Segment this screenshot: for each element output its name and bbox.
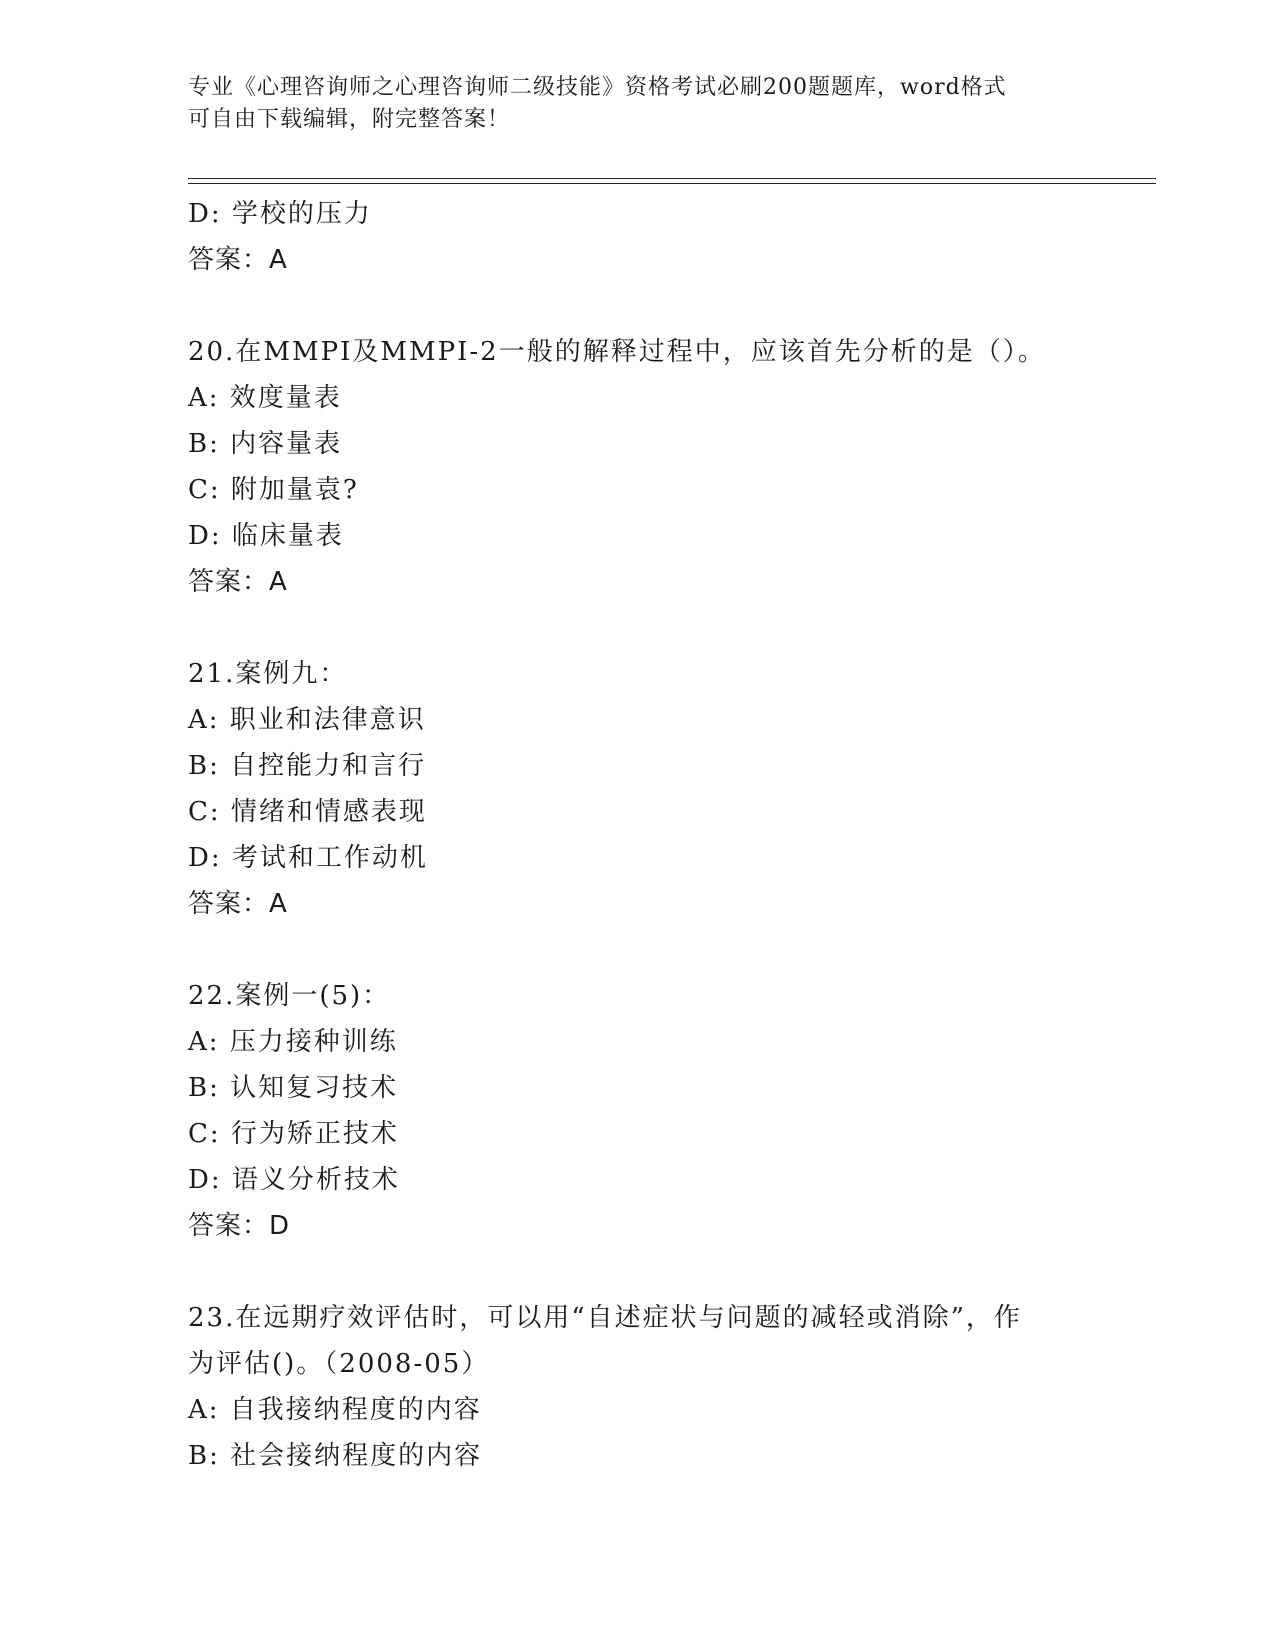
question-stem: 22.案例一(5)： [188,981,391,1011]
answer: 答案：A [188,889,288,919]
answer: 答案：A [188,567,288,597]
spacer [188,1249,1088,1295]
question-list [188,191,1088,1479]
spacer [188,927,1088,973]
spacer [188,605,1088,651]
prev-option-d: D: 学校的压力 [188,199,372,229]
question-stem: 21.案例九： [188,659,348,689]
option-b: B: 自控能力和言行 [188,751,427,781]
question-stem-line-1: 23.在远期疗效评估时，可以用“自述症状与问题的减轻或消除”，作 [188,1303,1022,1333]
question-20 [188,329,1088,605]
option-d: D: 临床量表 [188,521,344,551]
answer: 答案：D [188,1211,291,1241]
option-a: A: 自我接纳程度的内容 [188,1395,482,1425]
option-d: D: 考试和工作动机 [188,843,428,873]
document-header [188,72,1068,136]
question-stem-line-2: 为评估()。（2008-05） [188,1349,490,1379]
header-divider-bottom [188,183,1156,184]
question-22 [188,973,1088,1249]
header-line-2: 可自由下载编辑，附完整答案！ [188,107,511,132]
question-23 [188,1295,1088,1479]
question-stem: 20.在MMPI及MMPI-2一般的解释过程中，应该首先分析的是（）。 [188,337,1046,367]
option-b: B: 社会接纳程度的内容 [188,1441,483,1471]
option-c: C: 附加量袁? [188,475,359,505]
option-c: C: 行为矫正技术 [188,1119,399,1149]
option-c: C: 情绪和情感表现 [188,797,427,827]
option-a: A: 压力接种训练 [188,1027,398,1057]
option-b: B: 认知复习技术 [188,1073,399,1103]
header-divider-top [188,178,1156,179]
option-a: A: 效度量表 [188,383,342,413]
option-b: B: 内容量表 [188,429,343,459]
header-line-1: 专业《心理咨询师之心理咨询师二级技能》资格考试必刷200题题库，word格式 [188,75,1007,100]
option-a: A: 职业和法律意识 [188,705,426,735]
prev-answer: 答案：A [188,245,288,275]
question-21 [188,651,1088,927]
spacer [188,283,1088,329]
option-d: D: 语义分析技术 [188,1165,400,1195]
